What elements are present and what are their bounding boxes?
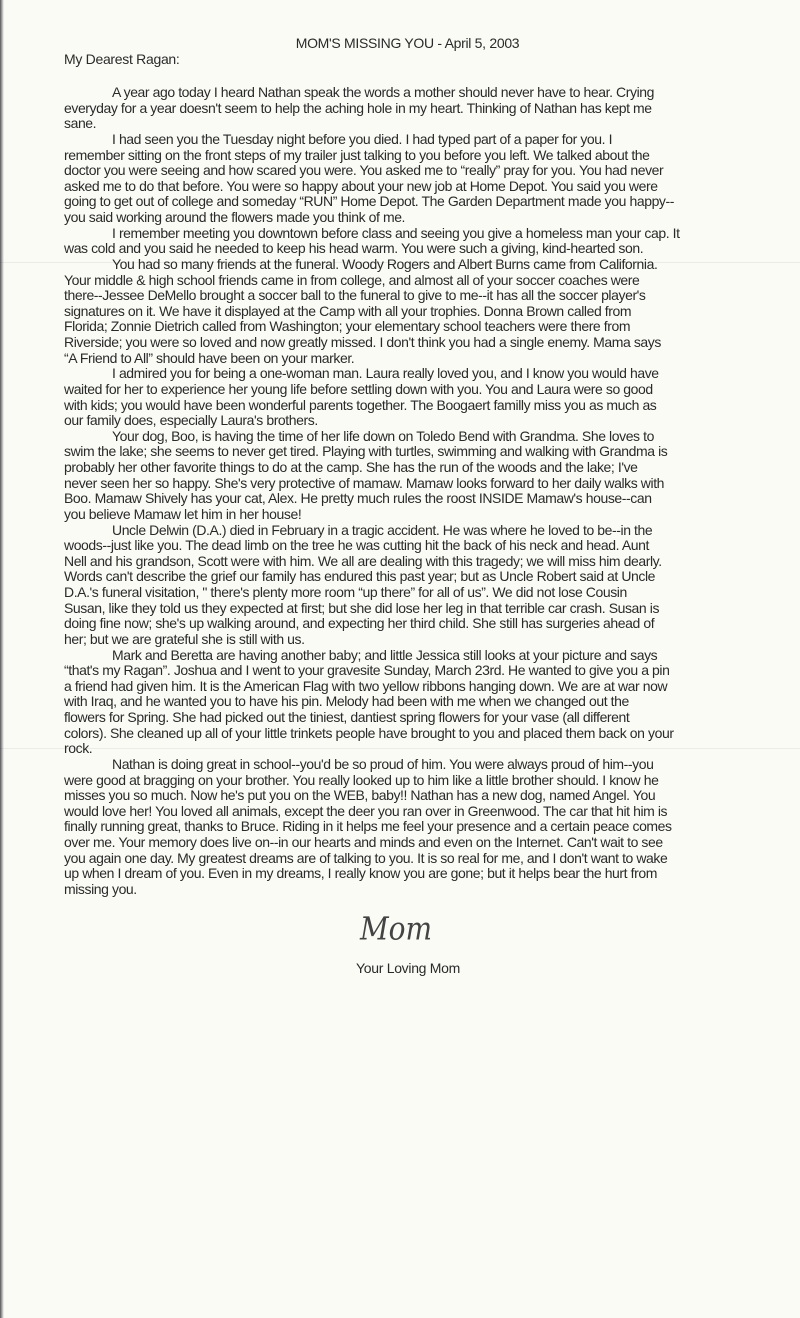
text-line: a friend had given him. It is the American Flag with two yellow ribbons hanging down. We are at war now [64, 677, 668, 694]
text-line: A year ago today I heard Nathan speak the words a mother should never have to hear. Crying [112, 84, 654, 100]
text-line: over me. Your memory does live on--in our hearts and minds and even on the Internet. Can't wait to see [64, 834, 663, 850]
text-line: going to get out of college and someday “RUN” Home Depot. The Garden Department made you happy-- [64, 193, 674, 210]
text-line: Your dog, Boo, is having the time of her life down on Toledo Bend with Grandma. She loves to [112, 427, 654, 444]
text-line: You had so many friends at the funeral. Woody Rogers and Albert Burns came from California. [112, 255, 658, 272]
paragraph [64, 257, 784, 366]
text-line: waited for her to experience her young life before settling down with you. You and Laura were so good [64, 380, 653, 397]
paragraph [64, 85, 784, 132]
text-line: would love her! You loved all animals, except the deer you ran over in Greenwood. The car that hit him is [64, 802, 668, 819]
text-line: colors). She cleaned up all of your little trinkets people have brought to you and placed them back on your [64, 724, 674, 741]
text-line: misses you so much. Now he's put you on the WEB, baby!! Nathan has a new dog, named Angel. You [64, 787, 656, 804]
text-line: Florida; Zonnie Dietrich called from Washington; your elementary school teachers were there from [64, 318, 631, 335]
text-line: you believe Mamaw let him in her house! [64, 505, 302, 522]
text-line: our family does, especially Laura's brothers. [64, 412, 318, 429]
text-line: flowers for Spring. She had picked out the tiniest, dantiest spring flowers for your vase (all different [64, 709, 630, 725]
text-line: missing you. [64, 880, 137, 897]
text-line: Your middle & high school friends came in from college, and almost all of your soccer coaches were [64, 271, 640, 288]
text-line: I had seen you the Tuesday night before you died. I had typed part of a paper for you. I [112, 130, 613, 147]
text-line: Nell and his grandson, Scott were with him. We all are dealing with this tragedy; we will miss him dearly. [64, 552, 662, 569]
text-line: “that's my Ragan”. Joshua and I went to your gravesite Sunday, March 23rd. He wanted to give you a pin [64, 662, 670, 679]
text-line: were good at bragging on your brother. You really looked up to him like a little brother should. I know he [64, 771, 659, 788]
text-line: Mark and Beretta are having another baby; and little Jessica still looks at your picture and says [112, 646, 658, 663]
text-line: was cold and you said he needed to keep his head warm. You were such a giving, kind-hearted son. [64, 240, 644, 257]
text-line: sane. [64, 115, 97, 132]
text-line: D.A.'s funeral visitation, " there's plenty more room “up there” for all of us”. We did not lose Cousin [64, 584, 627, 600]
letter-body [64, 85, 784, 898]
text-line: “A Friend to All” should have been on your marker. [64, 349, 355, 366]
salutation: My Dearest Ragan: [64, 51, 180, 67]
text-line: everyday for a year doesn't seem to help the aching hole in my heart. Thinking of Nathan has kept me [64, 99, 652, 116]
text-line: you said working around the flowers made you think of me. [64, 209, 406, 225]
text-line: Words can't describe the grief our family has endured this past year; but as Uncle Robert said at Uncle [64, 568, 656, 585]
text-line: Boo. Mamaw Shively has your cat, Alex. He pretty much rules the roost INSIDE Mamaw's house--can [64, 490, 652, 507]
handwritten-signature: Mom [360, 909, 433, 948]
text-line: you again one day. My greatest dreams are of talking to you. It is so real for me, and I don't want to wake [64, 849, 668, 866]
text-line: woods--just like you. The dead limb on the tree he was cutting hit the back of his neck and head. Aunt [64, 537, 649, 554]
text-line: with Iraq, and he wanted you to have his pin. Melody had been with me when we changed out the [64, 693, 629, 710]
text-line: I remember meeting you downtown before class and seeing you give a homeless man your cap. It [112, 224, 680, 241]
text-line: probably her other favorite things to do at the camp. She has the run of the woods and the lake; I've [64, 459, 638, 475]
closing: Your Loving Mom [356, 960, 460, 976]
text-line: never seen her so happy. She's very protective of mamaw. Mamaw looks forward to her daily walks with [64, 474, 665, 491]
text-line: doing fine now; she's up walking around, and expecting her third child. She still has surgeries ahead of [64, 615, 655, 632]
text-line: finally running great, thanks to Bruce. Riding in it helps me feel your presence and a certain peace comes [64, 818, 672, 835]
text-line: doctor you were seeing and how scared you were. You asked me to “really” pray for you. You had never [64, 162, 664, 179]
paragraph [64, 757, 784, 898]
scan-page-edge [0, 0, 4, 1318]
text-line: Riverside; you were so loved and now greatly missed. I don't think you had a single enemy. Mama says [64, 334, 661, 350]
text-line: remember sitting on the front steps of my trailer just talking to you before you left. We talked about the [64, 146, 650, 163]
letter-title: MOM'S MISSING YOU - April 5, 2003 [295, 35, 520, 51]
text-line: with kids; you would have been wonderful parents together. The Boogaert familly miss you as much as [64, 396, 657, 413]
text-line: swim the lake; she seems to never get tired. Playing with turtles, swimming and walking with Grandma is [64, 443, 668, 460]
text-line: Uncle Delwin (D.A.) died in February in a tragic accident. He was where he loved to be--in the [112, 521, 653, 538]
paragraph [64, 523, 784, 648]
text-line: there--Jessee DeMello brought a soccer ball to the funeral to give to me--it has all the soccer player's [64, 287, 646, 304]
paragraph [64, 226, 784, 257]
paragraph [64, 132, 784, 226]
text-line: rock. [64, 740, 93, 757]
text-line: up when I dream of you. Even in my dreams, I really know you are gone; but it helps bear the hurt from [64, 865, 657, 882]
text-line: her; but we are grateful she is still with us. [64, 630, 305, 647]
text-line: Susan, like they told us they expected at first; but she did lose her leg in that terrible car crash. Susan is [64, 599, 660, 616]
paragraph [64, 366, 784, 429]
paragraph [64, 648, 784, 757]
text-line: asked me to do that before. You were so happy about your new job at Home Depot. You said you were [64, 177, 658, 194]
text-line: I admired you for being a one-woman man. Laura really loved you, and I know you would have [112, 365, 659, 382]
text-line: Nathan is doing great in school--you'd be so proud of him. You were always proud of him--you [112, 755, 654, 772]
text-line: signatures on it. We have it displayed at the Camp with all your trophies. Donna Brown called from [64, 302, 632, 319]
paragraph [64, 429, 784, 523]
